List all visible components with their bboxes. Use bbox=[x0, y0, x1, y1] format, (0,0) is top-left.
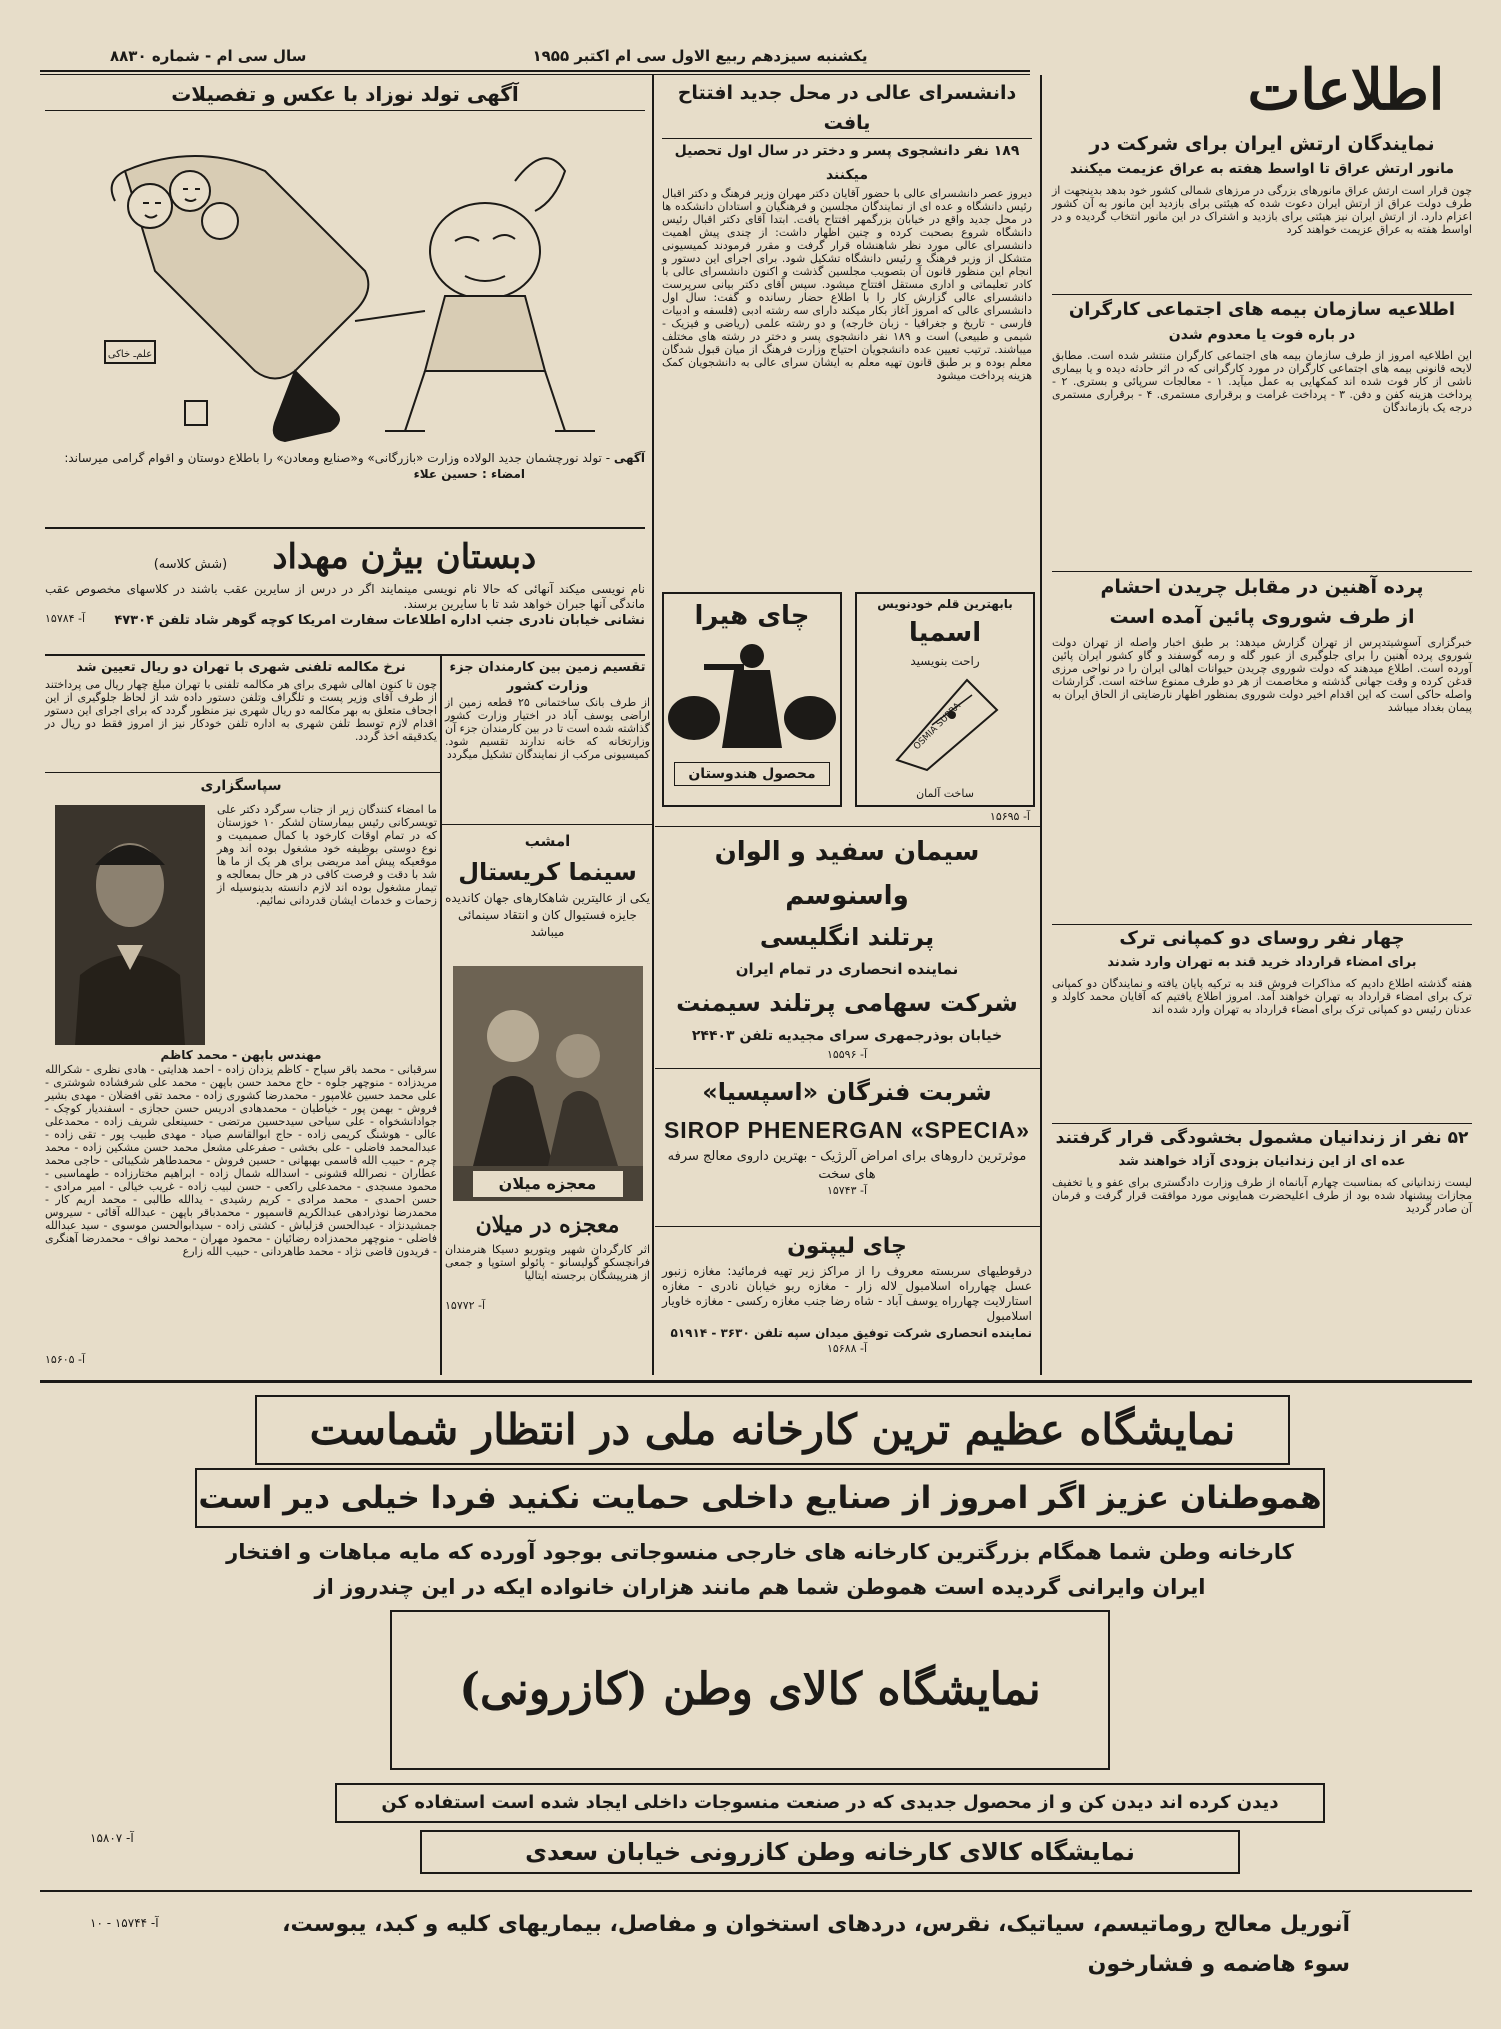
cement-ad-ref: آ- ۱۵۵۹۶ bbox=[826, 1048, 868, 1061]
article-body: لیست زندانیانی که بمناسبت چهارم آبانماه از طرف وزارت دادگستری برای عفو و یا تخفیف مجازات پیشنهاد شده بود از طرف اعلیحضرت همایونی مورد موافقت قرار گرفت و فرمان آن صادر گردید bbox=[1052, 1176, 1472, 1215]
cartoon-artist-signature: علم‌ـ خاکی bbox=[107, 349, 153, 360]
article-subheadline: مانور ارتش عراق تا اواسط هفته به عراق عزیمت میکنند bbox=[1069, 161, 1455, 177]
cartoon-illustration bbox=[45, 111, 645, 451]
pen-ad-top: بابهترین قلم خودنویس bbox=[877, 597, 1013, 611]
cement-ad-agent: نماینده انحصاری در تمام ایران bbox=[735, 960, 959, 978]
tea-hira-illustration bbox=[664, 638, 840, 758]
cinema-ad bbox=[445, 828, 650, 1373]
expo-name-box bbox=[390, 1610, 1110, 1770]
lipton-ad-ref: آ- ۱۵۶۸۸ bbox=[826, 1342, 868, 1355]
cinema-body: یکی از عالیترین شاهکارهای جهان کاندیده جایزه فستیوال کان و انتقاد سینمائی میباشد bbox=[445, 891, 650, 939]
section-rule bbox=[655, 1226, 1040, 1227]
portrait-photo bbox=[55, 805, 205, 1045]
article-headline: ۵۲ نفر از زندانیان مشمول بخشودگی قرار گرفتند bbox=[1055, 1128, 1469, 1148]
birth-ad-caption-text: تولد نورچشمان جدید الولاده وزارت «بازرگانی» و«صنایع ومعادن» را باطلاع دوستان و اقوام گرامی میرساند: bbox=[64, 451, 602, 465]
article-subheadline: در باره فوت یا معدوم شدن bbox=[1168, 327, 1356, 343]
birth-ad-caption: آگهی - تولد نورچشمان جدید الولاده وزارت «بازرگانی» و«صنایع ومعادن» را باطلاع دوستان و اقوام گرامی میرساند: bbox=[64, 451, 645, 465]
issue-line: سال سی ام - شماره ۸۸۳۰ bbox=[110, 47, 307, 65]
syrup-ad-tagline: موثرترین داروهای برای امراض آلرژیک - بهترین داروی معالج سرفه های سخت bbox=[667, 1149, 1027, 1182]
expo-ref: آ- ۱۵۸۰۷ bbox=[90, 1831, 134, 1845]
article-body: دیروز عصر دانشسرای عالی با حضور آقایان دکتر مهران وزیر فرهنگ و دکتر اقبال رئیس دانشگاه و عده ای از نمایندگان مجلسین و فرهنگیان و استادان دانشکده ها در محل جدید واقع در خیابان بزرگمهر افتتاح یافت. ابتدا آقای دکتر اقبال رئیس دانشگاه شروع بصحبت کرده و چنین اظهار داشت: از چندی پیش اهمیت دانشسرای عالی مورد نظر شاهنشاه قرار گرفت و مقرر فرمودند کمیسیونی متشکل از وزیر فرهنگ و رئیس دانشگاه تشکیل شود. برای اجرای این دستور و انجام این منظور قانون آن بتصویب مجلسین گذشت و اکنون دانشسرای عالی با کادر تعلیماتی و اداری مستقل افتتاح میشود. سپس آقای دکتر بیانی سرپرست دانشسرای عالی گزارش کار را با اطلاع حضار رسانده و گفت: سال اول دانشسرای عالی که امروز آغاز بکار میکند دارای سه رشته ادبی (فلسفه و ادبیات فارسی - تاریخ و جغرافیا - زبان خارجه) و دو رشته علمی (ریاضی و فیزیک - شیمی و طبیعی) است و ۱۸۹ نفر دانشجوی پسر و دختر در رشته های مختلف میباشند. ترتیب تعیین عده دانشجویان احتیاج وزارت فرهنگ از میان قبول شدگان معلم بوده و بر طبق قانون تهیه معلم به ایشان سرای عالی به دانشجویان کمک هزینه پرداخت میشود bbox=[662, 187, 1033, 382]
article-headline: چهار نفر روسای دو کمپانی ترک bbox=[1119, 928, 1405, 949]
article-subheadline: برای امضاء قرارداد خرید قند به تهران وارد شدند bbox=[1107, 955, 1417, 970]
cinema-tonight: امشب bbox=[524, 832, 571, 850]
film-credits: اثر کارگردان شهیر ویتوریو دسیکا هنرمندان فرانچسکو گولیسانو - پائولو استوپا و جمعی از هنرپیشگان برجسته ایتالیا bbox=[445, 1243, 650, 1282]
article-headline: پرده آهنین در مقابل چریدن احشام bbox=[1100, 576, 1424, 598]
section-rule bbox=[45, 654, 645, 656]
phone-notice-body: چون تا کنون اهالی شهری برای هر مکالمه تلفنی با تهران مبلغ چهار ریال می پرداختند از طرف آقای وزیر پست و تلگراف وتلفن دستور داده شد از لحاظ جلوگیری از این اجحاف متعلق به بهر مکالمه دو ریال شهری نیز منظور گردد که برای اجرای این دستور اقدام لازم توسط تلفن شهری به اداره تلفن خودکار نیز از امروز فقط دو ریال در یکدقیقه اخذ گردد. bbox=[45, 678, 437, 743]
expo-body-1: کارخانه وطن شما همگام بزرگترین کارخانه های خارجی منسوجاتی بوجود آورده که مایه مباهات و افتخار bbox=[226, 1540, 1294, 1564]
land-notice-body: از طرف بانک ساختمانی ۲۵ قطعه زمین از اراضی یوسف آباد در اختیار وزارت کشور گذاشته شده است تا در بین کارمندان جزء آن وزارتخانه که خانه ندارند تقسیم شود. کمیسیونی مرکب از نمایندگان تشکیل میگردد bbox=[445, 696, 650, 761]
phone-notice-title: نرخ مکالمه تلفنی شهری با تهران دو ریال تعیین شد bbox=[76, 660, 406, 675]
film-poster bbox=[453, 966, 643, 1201]
header-rule bbox=[40, 70, 1030, 72]
column-rule-left bbox=[440, 655, 442, 1375]
pen-ad-maker: ساخت آلمان bbox=[916, 787, 974, 800]
bottom-ad-text: آنوریل معالج روماتیسم، سیاتیک، نقرس، دردهای استخوان و مفاصل، بیماریهای کلیه و کبد، یبوست، سوء هاضمه و فشارخون bbox=[282, 1912, 1350, 1977]
cement-ad-subtitle: پرتلند انگلیسی bbox=[759, 923, 935, 951]
column-rule-right bbox=[1040, 75, 1042, 1375]
pen-ad-ref: آ- ۱۵۶۹۵ bbox=[989, 810, 1030, 823]
expo-invite-box bbox=[335, 1783, 1325, 1823]
school-ad-body: نام نویسی میکند آنهائی که حالا نام نویسی مینمایند اگر در درس از سایرین عقب باشند در کلاسهای مخصوص عقب ماندگی آنها جبران خواهد شد تا با سایرین برسند. bbox=[45, 582, 645, 611]
film-title: معجزه در میلان bbox=[475, 1212, 620, 1238]
expo-address-box bbox=[420, 1830, 1240, 1874]
article-subheadline: عده ای از این زندانیان بزودی آزاد خواهند شد bbox=[1118, 1154, 1406, 1169]
article-body: این اطلاعیه امروز از طرف سازمان بیمه های اجتماعی کارگران منتشر شده است. مطابق لایحه قانونی بیمه های اجتماعی کارگران در مورد کارگرانی که در اثر حادثه دیده و یا بیماری ناشی از کار فوت شده اند کمکهایی به عمل میآید. ۱ - معالجات سرپائی و بستری. ۲ - پرداخت هزینه کفن و دفن. ۳ - پرداخت غرامت و برقراری مستمری. ۴ - برقراری مستمری درجه یک بازماندگان bbox=[1052, 349, 1472, 414]
birth-ad-caption-label: آگهی bbox=[613, 451, 645, 465]
cinema-ref: آ- ۱۵۷۷۲ bbox=[445, 1299, 486, 1312]
lipton-ad bbox=[662, 1230, 1032, 1375]
header-rule-2 bbox=[40, 74, 1030, 75]
section-rule bbox=[40, 1890, 1472, 1892]
expo-headline-box bbox=[255, 1395, 1290, 1465]
tea-hira-ad bbox=[662, 592, 842, 807]
school-ad-tag: (شش کلاسه) bbox=[153, 557, 228, 572]
school-ad bbox=[45, 532, 645, 652]
article-headline: نمایندگان ارتش ایران برای شرکت در bbox=[1089, 133, 1435, 155]
birth-ad-signature: امضاء : حسین علاء bbox=[413, 467, 525, 481]
cinema-name: سینما کریستال bbox=[458, 858, 637, 886]
date-line: یکشنبه سیزدهم ربیع الاول سی ام اکتبر ۱۹۵۵ bbox=[532, 47, 868, 65]
expo-body-2: ایران وایرانی گردیده است هموطن شما هم مانند هزاران خانواده ایکه در این چندروز از bbox=[314, 1575, 1206, 1599]
article-body: خبرگزاری آسوشیتدپرس از تهران گزارش میدهد: بر طبق اخبار واصله از تهران دولت شوروی پرده آهنین را برای جلوگیری از عبور گله و رمه گوسفند و گاو کشور ایران پائین آورده است. اطلاع میدهند که دولت شوروی چریدن حیوانات اهالی ایران را در نواحی مرزی قدغن کرده و وقت جهانی گذشته و مخاصمت از هر دو طرف ممنوع ساخته است. گزارشات واصله حاکی است که این اقدام اخیر دولت شوروی بمنظور اظهار نارضایتی از الحاق ایران به پیمان بغداد میباشد bbox=[1052, 636, 1472, 714]
school-ad-ref: آ- ۱۵۷۸۴ bbox=[45, 612, 86, 625]
portrait-figure bbox=[55, 805, 205, 1045]
cement-ad-title: سیمان سفید و الوان واسنوسم bbox=[714, 837, 980, 911]
thanks-signers-head: مهندس باپهن - محمد کاظم bbox=[160, 1048, 322, 1062]
pen-ad-sub: راحت بنویسید bbox=[910, 654, 980, 668]
expo-invite: دیدن کرده اند دیدن کن و از محصول جدیدی که در صنعت منسوجات داخلی ایجاد شده است استفاده کن bbox=[381, 1792, 1279, 1813]
school-ad-title: دبستان بیژن مهداد bbox=[272, 537, 537, 577]
pen-ad bbox=[855, 592, 1035, 807]
column-rule-mid bbox=[652, 75, 654, 1375]
pen-ad-brand: اسمیا bbox=[908, 618, 982, 648]
land-notice-subtitle: وزارت کشور bbox=[506, 679, 589, 694]
thanks-notice-body: ما امضاء کنندگان زیر از جناب سرگرد دکتر علی تویسرکانی رئیس بیمارستان لشکر ۱۰ خوزستان که در تمام اوقات کارخود با کمال صمیمیت و نوع دوستی بوظیفه خود مشغول بوده اند وهر موقعیکه پیش آمد مریضی برای هر یک از ما ها شد با دقت و فرصت کافی در هر حال بمعالجه و تیمار مشغول بوده اند لازم دانسته بدینوسیله از زحمات و خدمات ایشان قدردانی نمائیم. bbox=[217, 803, 437, 907]
section-rule bbox=[45, 772, 440, 773]
section-rule bbox=[442, 824, 652, 825]
phone-notice bbox=[45, 658, 437, 768]
section-rule bbox=[45, 527, 645, 529]
expo-address: نمایشگاه کالای کارخانه وطن کازرونی خیابان سعدی bbox=[525, 1838, 1135, 1866]
tea-hira-subtitle: محصول هندوستان bbox=[674, 762, 830, 786]
thanks-notice-ref: آ- ۱۵۶۰۵ bbox=[45, 1353, 86, 1366]
masthead: اطلاعات bbox=[1247, 57, 1445, 123]
expo-slogan: هموطنان عزیز اگر امروز از صنایع داخلی حمایت نکنید فردا خیلی دیر است bbox=[198, 1480, 1322, 1516]
article-subheadline: از طرف شوروی پائین آمده است bbox=[1109, 606, 1415, 628]
poster-title: معجزه میلان bbox=[473, 1171, 623, 1197]
expo-name: نمایشگاه کالای وطن (کازرونی) bbox=[459, 1664, 1041, 1715]
expo-headline: نمایشگاه عظیم ترین کارخانه ملی در انتظار شماست bbox=[309, 1405, 1236, 1454]
right-column bbox=[1052, 130, 1472, 1380]
syrup-ad-latin: SIROP PHENERGAN «SPECIA» bbox=[663, 1117, 1031, 1143]
birth-announcement bbox=[45, 78, 645, 525]
section-rule bbox=[655, 826, 1040, 827]
land-notice bbox=[445, 658, 650, 820]
cement-ad-address: خیابان بوذرجمهری سرای مجیدیه تلفن ۲۴۴۰۳ bbox=[691, 1028, 1003, 1044]
lipton-ad-title: چای لیپتون bbox=[787, 1234, 907, 1259]
tea-hira-title: چای هیرا bbox=[694, 601, 810, 631]
article-subheadline: ۱۸۹ نفر دانشجوی پسر و دختر در سال اول تحصیل میکنند bbox=[674, 143, 1020, 183]
article-headline: دانشسرای عالی در محل جدید افتتاح یافت bbox=[662, 78, 1032, 139]
section-rule bbox=[40, 1380, 1472, 1383]
thanks-notice-title: سپاسگزاری bbox=[200, 778, 282, 794]
syrup-ad-ref: آ- ۱۵۷۴۳ bbox=[826, 1184, 868, 1197]
syrup-ad bbox=[662, 1072, 1032, 1222]
school-ad-address: نشانی خیابان نادری جنب اداره اطلاعات سفارت امریکا کوچه گوهر شاد تلفن ۴۷۳۰۴ bbox=[114, 613, 645, 628]
pen-nib-label: OSMIA SUPRA bbox=[912, 701, 963, 753]
land-notice-title: تقسیم زمین بین کارمندان جزء bbox=[449, 660, 646, 675]
syrup-ad-title: شربت فنرگان «اسپسیا» bbox=[702, 1078, 992, 1106]
section-rule bbox=[655, 1068, 1040, 1069]
poster-scene bbox=[453, 966, 643, 1166]
thanks-signers: سرقبانی - محمد باقر سیاح - کاظم یزدان زاده - احمد هدایتی - هادی نظری - شکرالله مریدزاده - منوچهر جلوه - حاج محمد حسن باپهن - محمد علی شرفشاده شوشتری - علی محمد حسین غلامپور - محمدرضا کشوری زاده - محمد تقی افضلان - مهدی بشیر فروش - بهمن پور - خیاطیان - محمدهادی ادریس حسن حجازی - اسفندیار کوچک - جوادانشخواه - علی سیاحی سیدحسین مرتضی - حسینعلی شریف زاده - محمدعلی عالی - هوشنگ کریمی زاده - حاج ابوالقاسم صیاد - مهدی طبیب پور - تقی زاده - عبدالمحمد فاضلی - علی بخشی - صفرعلی مشعل محمد حسن مشکین زاده - محمد چرم - حبیب الله قاسمی بهبهانی - حسین فروش - محمدطاهر شکیبائی - حاجی محمد عطاران - نصرالله قشونی - اسدالله شمال زاده - ابراهیم مختارزاده - طهماسبی - محمود مسجدی - محمدعلی راکعی - حسن لبیب زاده - غریب خیالی - امیر مرادی - حسن احمدی - محمد مرادی - کریم رشیدی - یدالله طالبی - محمد اریم کار - محمدرضا نوذرادهی عبدالکریم قاسمپور - محمدباقر باپهن - عبدالله آقائی - سیروس جمشیدنژاد - عبدالحسن قزلباش - کشتی زاده - سیدابوالحسن موسوی - سید عبدالله فاضلی - منوچهر محمدزاده رضائیان - محمود مهران - محمد نواف - محمدرضا آهنگری - فریدون قاضی نژاد - محمد طاهردانی - حبیب الله زارع bbox=[45, 1063, 437, 1258]
lipton-ad-agent: نماینده انحصاری شرکت توفیق میدان سپه تلفن ۳۶۳۰ - ۵۱۹۱۴ bbox=[670, 1326, 1032, 1340]
bottom-ad-ref: آ- ۱۵۷۴۴ - ۱۰ bbox=[90, 1916, 159, 1930]
expo-slogan-box bbox=[195, 1468, 1325, 1528]
thanks-notice bbox=[45, 775, 437, 1370]
cement-ad-company: شرکت سهامی پرتلند سیمنت bbox=[676, 989, 1018, 1017]
birth-ad-title: آگهی تولد نوزاد با عکس و تفصیلات bbox=[45, 78, 645, 111]
lipton-ad-body: درقوطیهای سربسته معروف را از مراکز زیر تهیه فرمائید: مغازه زنبور عسل چهارراه اسلامبول لاله زار - مغازه ربو خیابان نادری - مغازه استارلایت چهارراه یوسف آباد - شاه رضا جنب مغازه رکسی - مغازه خاویار اسلامبول bbox=[662, 1264, 1032, 1323]
article-headline: اطلاعیه سازمان بیمه های اجتماعی کارگران bbox=[1068, 299, 1456, 320]
cement-ad bbox=[662, 830, 1032, 1065]
article-body: چون قرار است ارتش عراق مانورهای بزرگی در مرزهای شمالی کشور خود بدهد بدینجهت از طرف دولت عراق از ارتش ایران دعوت شده که هیئتی برای بازدید این مانور به آن کشور اعزام دارد. از ارتش ایران نیز هیئتی برای بازدید و اشتراک در این مانور انتخاب گردیده و در اواسط هفته به عراق عزیمت خواهند کرد bbox=[1052, 184, 1472, 236]
pen-nib-icon bbox=[857, 670, 1033, 770]
middle-article bbox=[662, 78, 1032, 588]
article-body: هفته گذشته اطلاع دادیم که مذاکرات فروش قند به ترکیه پایان یافته و نمایندگان دو کمپانی ترک برای امضاء قرارداد به تهران خواهند آمد. امروز اطلاع یافتیم که آقایان محمد کاولد و عدنان رئیس دو کمپانی ترک برای امضاء قرارداد به تهران وارد شده اند bbox=[1052, 977, 1472, 1016]
